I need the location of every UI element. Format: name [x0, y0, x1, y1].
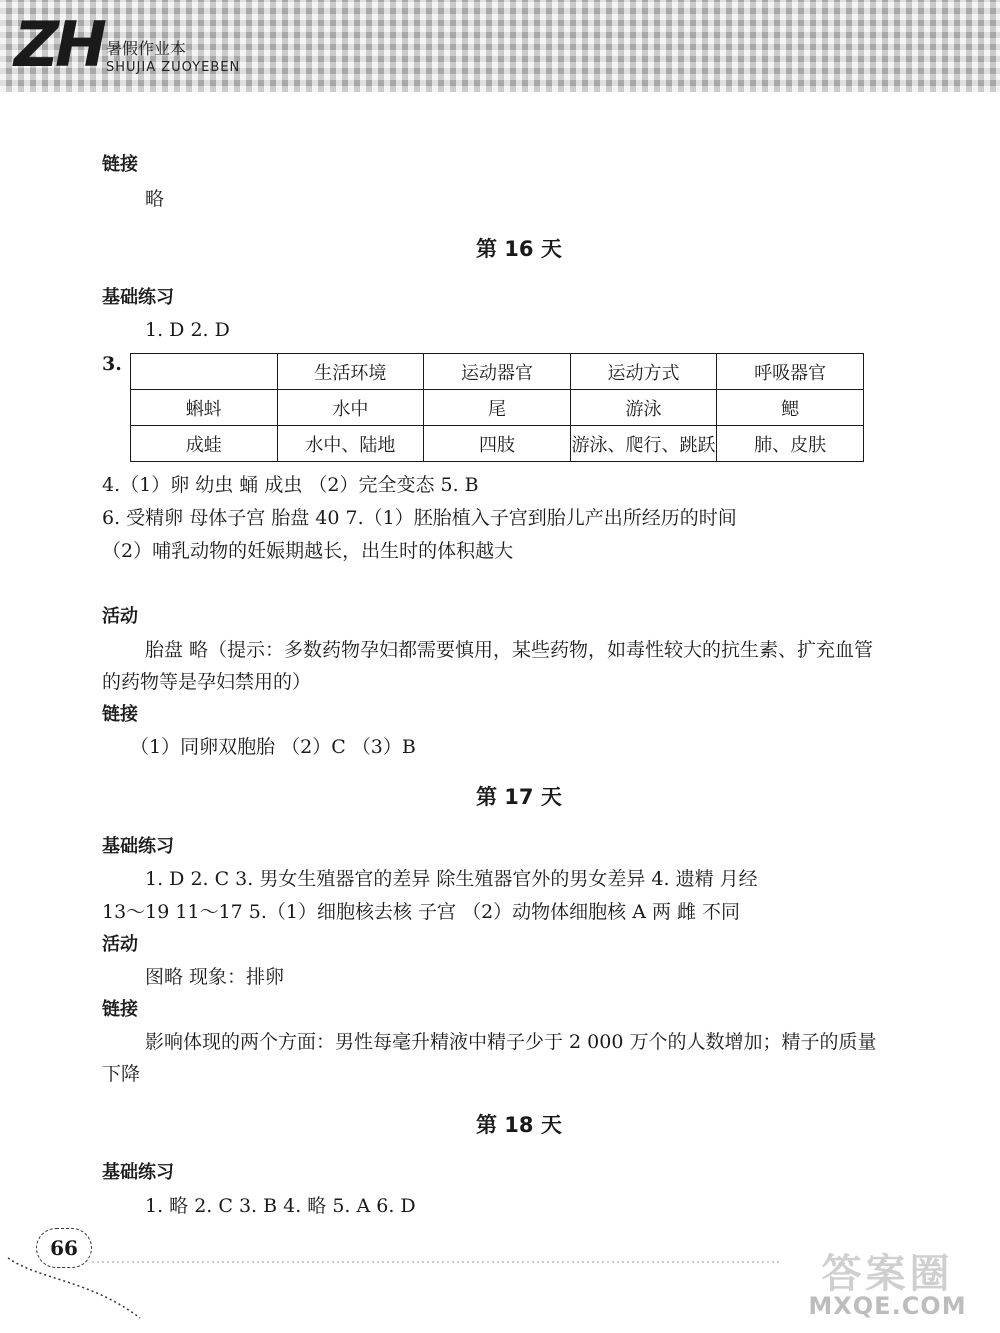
table-cell: 尾	[424, 390, 571, 426]
day17-link-line2: 下降	[102, 1063, 141, 1085]
table-cell: 水中、陆地	[277, 426, 424, 462]
day18-title: 第 18 天	[476, 1113, 562, 1137]
table-header-cell: 呼吸器官	[717, 354, 864, 390]
table-cell: 成蛙	[131, 426, 278, 462]
header-title: 暑假作业本	[106, 39, 187, 58]
day16-title: 第 16 天	[476, 237, 562, 261]
table-cell: 鳃	[717, 390, 864, 426]
watermark-url: MXQE.COM	[808, 1292, 967, 1320]
day17-link-line1: 影响体现的两个方面：男性每毫升精液中精子少于 2 000 万个的人数增加；精子的质量	[145, 1031, 877, 1053]
day17-link-heading: 链接	[102, 999, 138, 1020]
table-cell: 水中	[277, 390, 424, 426]
header-subtitle: SHUJIA ZUOYEBEN	[106, 60, 241, 75]
zh-logo: ZH	[14, 8, 103, 81]
table-cell: 游泳	[570, 390, 717, 426]
day17-line1: 1. D 2. C 3. 男女生殖器官的差异 除生殖器官外的男女差异 4. 遗精 月经	[145, 868, 758, 890]
table-cell: 蝌蚪	[131, 390, 278, 426]
table-header-cell: 生活环境	[277, 354, 424, 390]
day16-basic-heading: 基础练习	[102, 287, 174, 308]
day17-activity-heading: 活动	[102, 934, 138, 955]
day16-q7-part2: （2）哺乳动物的妊娠期越长，出生时的体积越大	[102, 540, 514, 562]
table-header-cell	[131, 354, 278, 390]
day16-activity-line2: 的药物等是孕妇禁用的）	[102, 671, 312, 693]
table-cell: 四肢	[424, 426, 571, 462]
day18-basic-heading: 基础练习	[102, 1162, 174, 1183]
day16-q3-label: 3.	[102, 353, 122, 375]
table-row	[131, 426, 864, 462]
page-number: 66	[36, 1228, 92, 1268]
day17-basic-heading: 基础练习	[102, 836, 174, 857]
link-text: 略	[145, 188, 165, 210]
day16-q1-2: 1. D 2. D	[145, 319, 230, 341]
day16-q4-5: 4.（1）卵 幼虫 蛹 成虫 （2）完全变态 5. B	[102, 474, 479, 496]
day16-link-text: （1）同卵双胞胎 （2）C （3）B	[130, 736, 416, 758]
day16-activity-line1: 胎盘 略（提示：多数药物孕妇都需要慎用，某些药物，如毒性较大的抗生素、扩充血管	[145, 639, 874, 661]
day16-link-heading: 链接	[102, 704, 138, 725]
watermark-logo	[780, 1242, 995, 1330]
table-cell: 肺、皮肤	[717, 426, 864, 462]
table-header-row	[131, 354, 864, 390]
day17-activity-text: 图略 现象：排卵	[145, 966, 285, 988]
day18-line1: 1. 略 2. C 3. B 4. 略 5. A 6. D	[145, 1195, 416, 1217]
table-header-cell: 运动方式	[570, 354, 717, 390]
day16-activity-heading: 活动	[102, 606, 138, 627]
page-header	[0, 0, 1000, 92]
table-header-cell: 运动器官	[424, 354, 571, 390]
table-cell: 游泳、爬行、跳跃	[570, 426, 717, 462]
table-row	[131, 390, 864, 426]
day16-q6-7: 6. 受精卵 母体子宫 胎盘 40 7.（1）胚胎植入子宫到胎儿产出所经历的时间	[102, 507, 737, 529]
frog-comparison-table	[130, 353, 864, 462]
day17-title: 第 17 天	[476, 785, 562, 809]
watermark-cn: 答案圈	[821, 1251, 954, 1297]
link-heading: 链接	[102, 154, 138, 175]
day17-line2: 13～19 11～17 5.（1）细胞核去核 子宫 （2）动物体细胞核 A 两 雌 不同	[102, 901, 741, 923]
